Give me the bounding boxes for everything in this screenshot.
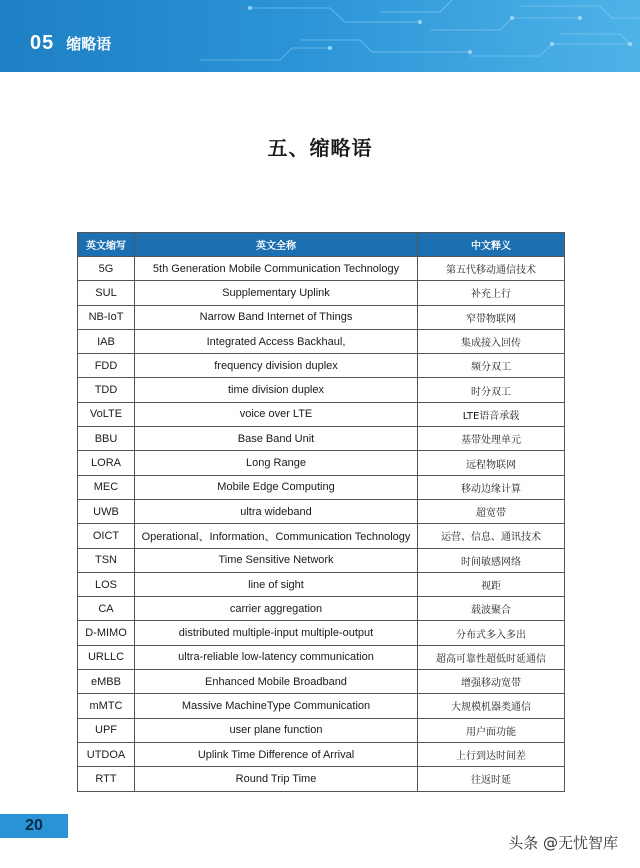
cell-abbr: TSN [78, 548, 135, 572]
cell-abbr: MEC [78, 475, 135, 499]
cell-full-name: Integrated Access Backhaul, [135, 329, 418, 353]
cell-chinese: 基带处理单元 [418, 427, 565, 451]
cell-abbr: CA [78, 597, 135, 621]
table-row [78, 694, 565, 718]
cell-chinese: 大规模机器类通信 [418, 694, 565, 718]
cell-chinese: 频分双工 [418, 354, 565, 378]
table-row [78, 524, 565, 548]
table-row [78, 305, 565, 329]
cell-chinese: 超高可靠性超低时延通信 [418, 645, 565, 669]
cell-chinese: 窄带物联网 [418, 305, 565, 329]
table-row [78, 621, 565, 645]
cell-full-name: voice over LTE [135, 402, 418, 426]
cell-abbr: FDD [78, 354, 135, 378]
cell-full-name: Mobile Edge Computing [135, 475, 418, 499]
table-row [78, 257, 565, 281]
cell-abbr: NB-IoT [78, 305, 135, 329]
page-title: 五、缩略语 [267, 136, 373, 160]
table-row [78, 329, 565, 353]
cell-chinese: 第五代移动通信技术 [418, 257, 565, 281]
cell-full-name: Supplementary Uplink [135, 281, 418, 305]
cell-full-name: Massive MachineType Communication [135, 694, 418, 718]
cell-abbr: mMTC [78, 694, 135, 718]
cell-full-name: 5th Generation Mobile Communication Technology [135, 257, 418, 281]
cell-abbr: UWB [78, 499, 135, 523]
table-row [78, 281, 565, 305]
page-number: 20 [0, 814, 68, 838]
table-row [78, 427, 565, 451]
cell-full-name: frequency division duplex [135, 354, 418, 378]
cell-abbr: OICT [78, 524, 135, 548]
table-row [78, 354, 565, 378]
cell-abbr: BBU [78, 427, 135, 451]
cell-full-name: Enhanced Mobile Broadband [135, 670, 418, 694]
cell-full-name: Time Sensitive Network [135, 548, 418, 572]
cell-chinese: LTE语音承载 [418, 402, 565, 426]
cell-chinese: 用户面功能 [418, 718, 565, 742]
table-header-row [78, 233, 565, 257]
table-row [78, 451, 565, 475]
cell-full-name: user plane function [135, 718, 418, 742]
cell-abbr: SUL [78, 281, 135, 305]
cell-chinese: 时分双工 [418, 378, 565, 402]
cell-abbr: eMBB [78, 670, 135, 694]
abbreviation-table [77, 232, 565, 792]
cell-chinese: 往返时延 [418, 767, 565, 791]
cell-abbr: UTDOA [78, 742, 135, 766]
table-row [78, 742, 565, 766]
cell-abbr: D-MIMO [78, 621, 135, 645]
section-heading [30, 31, 111, 55]
table-row [78, 378, 565, 402]
cell-chinese: 运营、信息、通讯技术 [418, 524, 565, 548]
cell-chinese: 远程物联网 [418, 451, 565, 475]
section-label: 缩略语 [66, 34, 112, 53]
cell-full-name: ultra-reliable low-latency communication [135, 645, 418, 669]
cell-abbr: UPF [78, 718, 135, 742]
column-header-chinese: 中文释义 [418, 233, 565, 257]
cell-full-name: Long Range [135, 451, 418, 475]
cell-chinese: 移动边缘计算 [418, 475, 565, 499]
table-row [78, 718, 565, 742]
cell-abbr: TDD [78, 378, 135, 402]
cell-full-name: Base Band Unit [135, 427, 418, 451]
cell-abbr: IAB [78, 329, 135, 353]
cell-full-name: time division duplex [135, 378, 418, 402]
column-header-abbr: 英文缩写 [78, 233, 135, 257]
table-row [78, 402, 565, 426]
cell-full-name: line of sight [135, 572, 418, 596]
watermark: 头条 @无忧智库 [508, 834, 618, 852]
cell-chinese: 载波聚合 [418, 597, 565, 621]
cell-full-name: Operational、Information、Communication Technology [135, 524, 418, 548]
cell-abbr: LORA [78, 451, 135, 475]
cell-full-name: ultra wideband [135, 499, 418, 523]
table-row [78, 548, 565, 572]
cell-abbr: LOS [78, 572, 135, 596]
table-row [78, 475, 565, 499]
table-row [78, 767, 565, 791]
section-number: 05 [30, 31, 55, 54]
cell-abbr: RTT [78, 767, 135, 791]
table-row [78, 670, 565, 694]
cell-chinese: 补充上行 [418, 281, 565, 305]
cell-chinese: 上行到达时间差 [418, 742, 565, 766]
cell-chinese: 增强移动宽带 [418, 670, 565, 694]
cell-chinese: 集成接入回传 [418, 329, 565, 353]
cell-chinese: 超宽带 [418, 499, 565, 523]
column-header-full-name: 英文全称 [135, 233, 418, 257]
cell-chinese: 分布式多入多出 [418, 621, 565, 645]
table-row [78, 499, 565, 523]
cell-full-name: Uplink Time Difference of Arrival [135, 742, 418, 766]
cell-full-name: distributed multiple-input multiple-output [135, 621, 418, 645]
cell-chinese: 时间敏感网络 [418, 548, 565, 572]
table-row [78, 645, 565, 669]
table-row [78, 572, 565, 596]
table-row [78, 597, 565, 621]
cell-full-name: carrier aggregation [135, 597, 418, 621]
cell-abbr: VoLTE [78, 402, 135, 426]
header-banner [0, 0, 640, 72]
cell-full-name: Narrow Band Internet of Things [135, 305, 418, 329]
cell-abbr: URLLC [78, 645, 135, 669]
cell-abbr: 5G [78, 257, 135, 281]
cell-chinese: 视距 [418, 572, 565, 596]
cell-full-name: Round Trip Time [135, 767, 418, 791]
